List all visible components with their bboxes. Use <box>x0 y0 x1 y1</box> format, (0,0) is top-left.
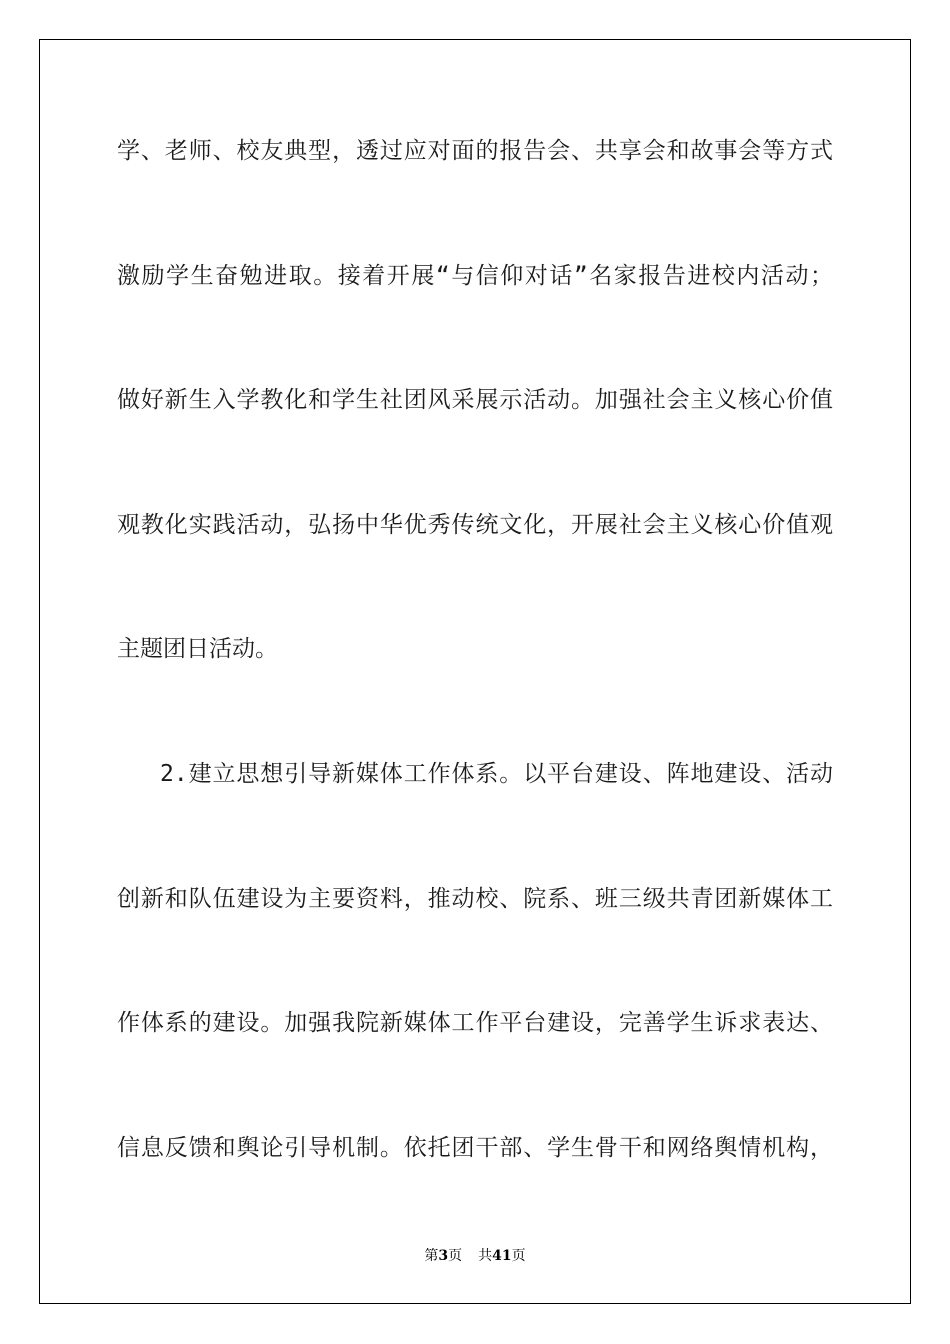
page-label-suffix: 页 <box>448 1248 463 1264</box>
body-text-line-2: 激励学生奋勉进取。接着开展“与信仰对话”名家报告进校内活动； <box>117 263 833 289</box>
total-pages: 41 <box>492 1248 512 1264</box>
body-text-line-5: 主题团日活动。 <box>117 636 278 662</box>
total-label-suffix: 页 <box>511 1248 526 1264</box>
body-text-line-7: 创新和队伍建设为主要资料，推动校、院系、班三级共青团新媒体工 <box>117 886 833 912</box>
body-text-line-3: 做好新生入学教化和学生社团风采展示活动。加强社会主义核心价值 <box>117 387 833 413</box>
page-border <box>39 39 911 1304</box>
total-label-prefix: 共 <box>478 1248 493 1264</box>
body-text-line-9: 信息反馈和舆论引导机制。依托团干部、学生骨干和网络舆情机构， <box>117 1135 833 1161</box>
body-text-line-1: 学、老师、校友典型，透过应对面的报告会、共享会和故事会等方式 <box>117 138 833 164</box>
body-text-line-4: 观教化实践活动，弘扬中华优秀传统文化，开展社会主义核心价值观 <box>117 512 833 538</box>
body-text-line-6: 2.建立思想引导新媒体工作体系。以平台建设、阵地建设、活动 <box>160 761 833 787</box>
page-number: 3 <box>438 1248 449 1264</box>
body-text-line-8: 作体系的建设。加强我院新媒体工作平台建设，完善学生诉求表达、 <box>117 1010 833 1036</box>
page-label-prefix: 第 <box>424 1248 439 1264</box>
page-footer <box>0 1245 950 1265</box>
